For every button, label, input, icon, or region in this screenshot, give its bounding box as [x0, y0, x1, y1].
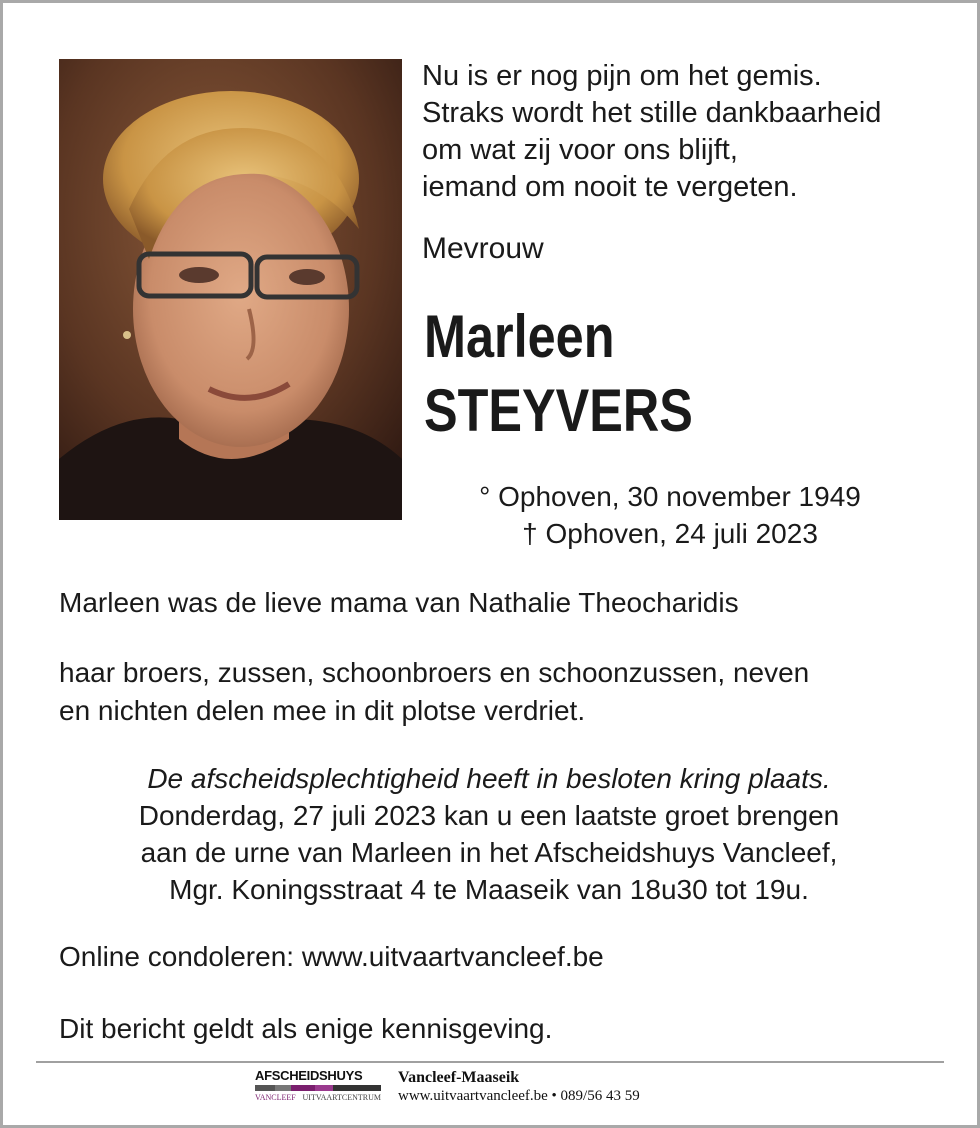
logo-bars: [255, 1085, 381, 1091]
funeral-home-logo: [255, 1068, 381, 1108]
life-dates: [430, 478, 910, 552]
death-date: † Ophoven, 24 juli 2023: [522, 518, 818, 549]
office-name: Vancleef-Maaseik: [398, 1069, 520, 1086]
family-line: en nichten delen mee in dit plotse verdriet.: [59, 695, 586, 726]
salutation: Mevrouw: [422, 232, 544, 265]
ceremony-info: [59, 760, 919, 908]
funeral-home-info: [398, 1068, 640, 1106]
condolences-link[interactable]: Online condoleren: www.uitvaartvancleef.be: [59, 941, 604, 972]
birth-date: ° Ophoven, 30 november 1949: [479, 481, 861, 512]
ceremony-note: De afscheidsplechtigheid heeft in besloten kring plaats.: [147, 763, 831, 794]
ceremony-line: Mgr. Koningsstraat 4 te Maaseik van 18u30 tot 19u.: [169, 874, 809, 905]
logo-sub-left: VANCLEEF: [255, 1093, 296, 1102]
first-name: Marleen: [424, 303, 615, 370]
office-contact[interactable]: www.uitvaartvancleef.be • 089/56 43 59: [398, 1088, 640, 1104]
family-intro: Marleen was de lieve mama van Nathalie Theocharidis: [59, 587, 739, 618]
notice-text: Dit bericht geldt als enige kennisgeving.: [59, 1013, 553, 1044]
family-relatives: [59, 654, 939, 730]
logo-brand: AFSCHEIDSHUYS: [255, 1068, 363, 1083]
family-line: haar broers, zussen, schoonbroers en schoonzussen, neven: [59, 657, 810, 688]
ceremony-line: aan de urne van Marleen in het Afscheidshuys Vancleef,: [140, 837, 838, 868]
portrait-photo: [59, 59, 402, 520]
poem-line: Straks wordt het stille dankbaarheid: [422, 97, 882, 129]
poem: [422, 58, 962, 206]
logo-sub: [255, 1092, 381, 1104]
footer-divider: [36, 1061, 944, 1063]
poem-line: om wat zij voor ons blijft,: [422, 134, 738, 166]
deceased-name: [424, 300, 693, 448]
logo-sub-right: UITVAARTCENTRUM: [302, 1093, 381, 1102]
poem-line: iemand om nooit te vergeten.: [422, 171, 798, 203]
last-name: STEYVERS: [424, 377, 693, 444]
ceremony-line: Donderdag, 27 juli 2023 kan u een laatste groet brengen: [138, 800, 840, 831]
poem-line: Nu is er nog pijn om het gemis.: [422, 60, 822, 92]
